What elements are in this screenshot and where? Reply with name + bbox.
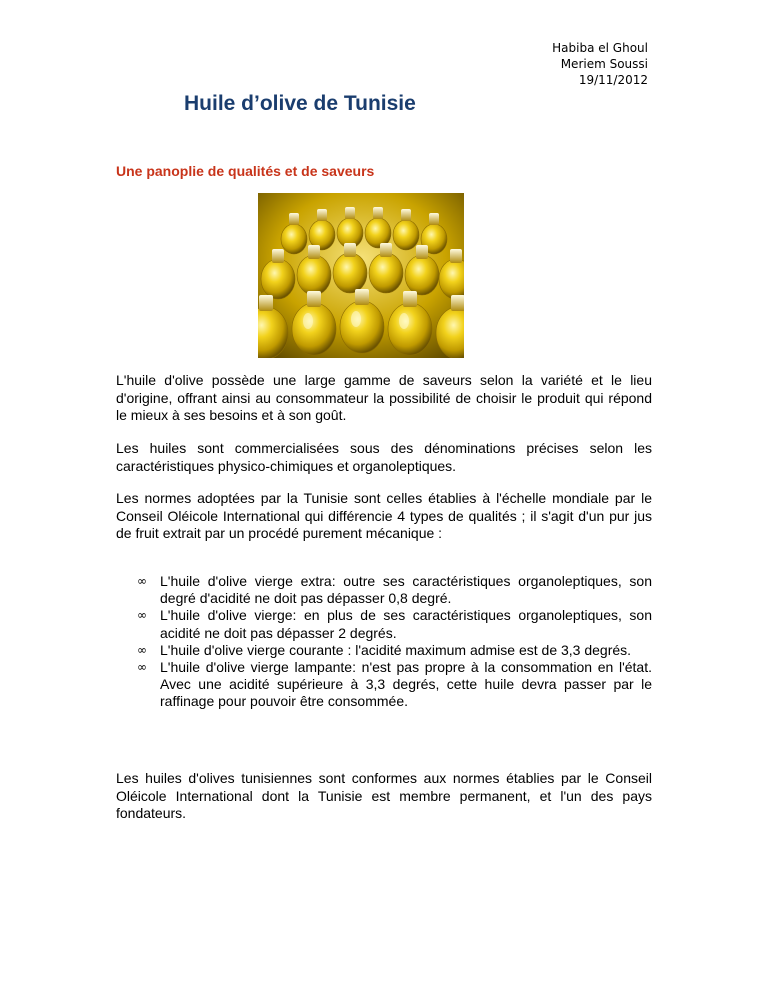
- document-date: 19/11/2012: [578, 73, 648, 87]
- bullet-icon: ∞: [137, 574, 147, 588]
- paragraph-saveurs: L'huile d'olive possède une large gamme de saveurs selon la variété et le lieu d'origine, offrant ainsi au consommateur la possibilité de choisir le produit qui répond le mieux à ses besoins et à son goût.: [116, 372, 652, 423]
- list-item: [116, 642, 652, 659]
- bullet-icon: ∞: [137, 608, 147, 623]
- author-block: [552, 40, 648, 88]
- list-item: [116, 607, 652, 641]
- paragraph-conclusion: Les huiles d'olives tunisiennes sont conformes aux normes établies par le Conseil Oléicole International dont la Tunisie est membre permanent, et l'un des pays fondateurs.: [116, 770, 652, 821]
- olive-oil-bottles-photo: [258, 193, 464, 358]
- bullet-icon: ∞: [137, 660, 147, 675]
- paragraph-normes: Les normes adoptées par la Tunisie sont celles établies à l'échelle mondiale par le Conseil Oléicole International qui différencie 4 types de qualités ; il s'agit d'un pur jus de fruit extrait par un procédé purement mécanique :: [116, 490, 652, 541]
- author-name: Habiba el Ghoul: [552, 41, 648, 55]
- bullet-icon: ∞: [137, 642, 147, 657]
- list-item-text: L'huile d'olive vierge extra: outre ses caractéristiques organoleptiques, son degré d'acidité ne doit pas dépasser 0,8 degré.: [160, 573, 652, 607]
- author-name: Meriem Soussi: [560, 57, 648, 71]
- list-item-text: L'huile d'olive vierge: en plus de ses caractéristiques organoleptiques, son acidité ne doit pas dépasser 2 degrés.: [160, 607, 652, 641]
- qualities-list: [116, 573, 652, 711]
- page-title: Huile d’olive de Tunisie: [184, 92, 416, 115]
- paragraph-denominations: Les huiles sont commercialisées sous des dénominations précises selon les caractéristiques physico-chimiques et organoleptiques.: [116, 440, 652, 474]
- list-item-text: L'huile d'olive vierge courante : l'acidité maximum admise est de 3,3 degrés.: [160, 641, 632, 658]
- list-item: [116, 659, 652, 711]
- list-item: [116, 573, 652, 607]
- list-item-text: L'huile d'olive vierge lampante: n'est pas propre à la consommation en l'état. Avec une acidité supérieure à 3,3 degrés, cette huile devra passer par le raffinage pour pouvoir être consommée.: [160, 659, 652, 710]
- section-subtitle: Une panoplie de qualités et de saveurs: [116, 163, 375, 179]
